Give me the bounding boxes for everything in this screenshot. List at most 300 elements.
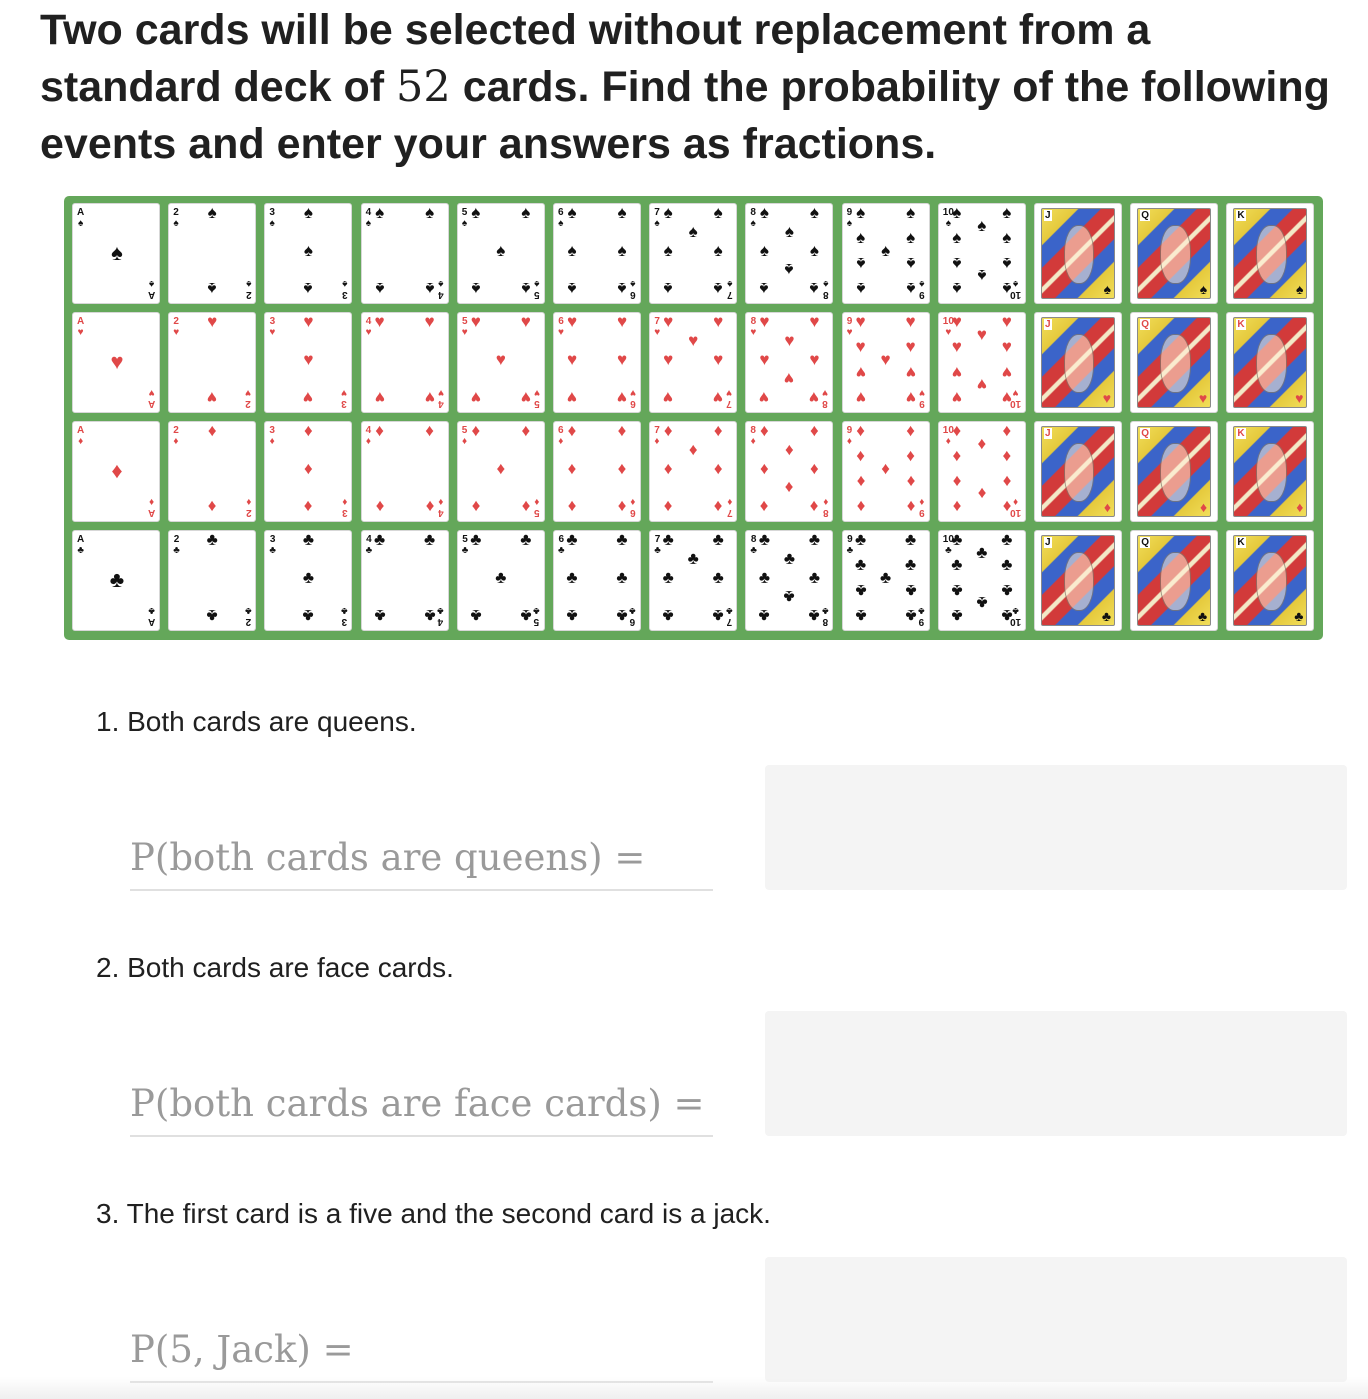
- clubs-icon: ♣: [905, 606, 917, 625]
- card-corner-index: 3 ♣: [269, 534, 276, 556]
- card-7-diamonds: [649, 421, 737, 522]
- diamonds-icon: ♦: [906, 471, 915, 491]
- hearts-icon: ♥: [663, 312, 674, 331]
- card-J-spades: [1034, 203, 1122, 304]
- hearts-icon: ♥: [809, 312, 820, 331]
- hearts-icon: ♥: [663, 350, 674, 369]
- card-corner-index: 5 ♣: [461, 534, 469, 556]
- card-corner-index: 9 ♠: [846, 207, 853, 229]
- spades-icon: ♠: [663, 203, 673, 222]
- card-corner-index: A ♥: [77, 316, 85, 338]
- card-rank: K: [1237, 210, 1245, 221]
- card-K-clubs: [1226, 530, 1314, 631]
- hearts-icon: ♥: [1295, 390, 1304, 406]
- hearts-icon: ♥: [470, 312, 481, 331]
- card-6-hearts: [553, 312, 641, 413]
- clubs-icon: ♣: [374, 530, 386, 549]
- hearts-icon: ♥: [951, 312, 962, 331]
- clubs-icon: ♣: [1001, 530, 1013, 549]
- spades-icon: ♠: [617, 279, 627, 298]
- clubs-icon: ♣: [566, 568, 578, 587]
- clubs-icon: ♣: [855, 555, 867, 575]
- hearts-icon: ♥: [1001, 388, 1012, 407]
- diamonds-icon: ♦: [567, 421, 577, 440]
- card-corner-index: 3 ♥: [269, 316, 276, 338]
- spades-icon: ♠: [784, 222, 794, 241]
- card-corner-index: 2 ♠: [245, 278, 252, 300]
- card-corner-index: A ♦: [147, 496, 155, 518]
- card-corner-index: 5 ♥: [533, 387, 540, 409]
- card-corner-index: 2 ♥: [245, 387, 252, 409]
- diamonds-icon: ♦: [856, 497, 865, 516]
- card-corner-index: 4 ♥: [437, 387, 444, 409]
- card-Q-clubs: [1130, 530, 1218, 631]
- card-K-spades: [1226, 203, 1314, 304]
- card-corner-index: 4 ♥: [365, 316, 372, 338]
- hearts-icon: ♥: [905, 388, 916, 407]
- face-card-art: [1233, 535, 1307, 626]
- card-2-spades: [168, 203, 256, 304]
- spades-icon: ♠: [663, 241, 673, 260]
- spades-icon: ♠: [809, 203, 819, 222]
- spades-icon: ♠: [303, 279, 313, 298]
- card-3-hearts: [264, 312, 352, 413]
- card-corner-index: 7 ♥: [726, 387, 733, 409]
- diamonds-icon: ♦: [567, 497, 577, 516]
- card-corner-index: 9 ♣: [846, 534, 854, 556]
- card-corner-index: 4 ♣: [365, 534, 373, 556]
- clubs-icon: ♣: [1198, 608, 1208, 624]
- diamonds-icon: ♦: [521, 421, 531, 440]
- card-corner-index: 3 ♥: [341, 387, 348, 409]
- spades-icon: ♠: [1002, 228, 1012, 248]
- clubs-icon: ♣: [470, 606, 482, 625]
- card-corner-index: 10 ♠: [942, 207, 954, 229]
- face-card-art: [1041, 208, 1115, 299]
- hearts-icon: ♥: [809, 350, 820, 369]
- card-corner-index: A ♣: [147, 605, 155, 627]
- spades-icon: ♠: [906, 203, 916, 222]
- spades-icon: ♠: [471, 279, 481, 298]
- diamonds-icon: ♦: [471, 497, 481, 516]
- card-corner-index: 7 ♦: [654, 425, 660, 447]
- diamonds-icon: ♦: [785, 478, 794, 497]
- card-corner-index: 5 ♣: [533, 605, 540, 627]
- part-2-label: 2. Both cards are face cards.: [96, 952, 454, 983]
- diamonds-icon: ♦: [1002, 421, 1012, 440]
- diamonds-icon: ♦: [906, 421, 915, 440]
- clubs-icon: ♣: [616, 606, 628, 625]
- card-corner-index: 9 ♦: [919, 496, 925, 518]
- clubs-icon: ♣: [566, 530, 578, 549]
- diamonds-icon: ♦: [810, 459, 819, 478]
- diamonds-icon: ♦: [952, 497, 962, 516]
- spades-icon: ♠: [952, 228, 962, 248]
- diamonds-icon: ♦: [1103, 499, 1111, 515]
- part-1-expression: P(both cards are queens) =: [130, 836, 713, 891]
- clubs-icon: ♣: [758, 530, 770, 549]
- diamonds-icon: ♦: [1002, 446, 1012, 466]
- card-corner-index: A ♠: [77, 207, 85, 229]
- card-9-clubs: [842, 530, 930, 631]
- card-corner-index: 6 ♦: [630, 496, 636, 518]
- card-corner-index: 5 ♦: [534, 496, 540, 518]
- hearts-icon: ♥: [951, 337, 962, 357]
- spades-icon: ♠: [856, 203, 866, 222]
- clubs-icon: ♣: [855, 580, 867, 600]
- spades-icon: ♠: [759, 241, 769, 260]
- spades-icon: ♠: [906, 253, 916, 273]
- card-corner-index: 3 ♠: [341, 278, 348, 300]
- card-deck-image: [64, 196, 1323, 640]
- clubs-icon: ♣: [951, 555, 963, 575]
- hearts-icon: ♥: [855, 337, 866, 357]
- card-8-clubs: [745, 530, 833, 631]
- card-corner-index: 9 ♥: [918, 387, 925, 409]
- spades-icon: ♠: [784, 260, 794, 279]
- card-corner-index: 2 ♠: [173, 207, 179, 229]
- spades-icon: ♠: [759, 279, 769, 298]
- diamonds-icon: ♦: [1002, 497, 1012, 516]
- spades-icon: ♠: [425, 279, 435, 298]
- card-corner-index: 9 ♦: [846, 425, 853, 447]
- card-2-hearts: [168, 312, 256, 413]
- card-K-diamonds: [1226, 421, 1314, 522]
- hearts-icon: ♥: [759, 388, 770, 407]
- card-5-spades: [457, 203, 545, 304]
- clubs-icon: ♣: [495, 568, 507, 587]
- diamonds-icon: ♦: [617, 497, 627, 516]
- clubs-icon: ♣: [616, 530, 628, 549]
- card-corner-index: 4 ♠: [438, 278, 444, 300]
- diamonds-icon: ♦: [521, 497, 531, 516]
- diamonds-icon: ♦: [375, 497, 384, 516]
- hearts-icon: ♥: [759, 312, 770, 331]
- spades-icon: ♠: [856, 279, 866, 298]
- clubs-icon: ♣: [302, 606, 314, 625]
- card-A-clubs: [72, 530, 160, 631]
- question-text: Two cards will be selected without replacement from a standard deck of 52 cards. Find the probability of the following events and enter your answers as fractions.: [40, 6, 1330, 168]
- diamonds-icon: ♦: [663, 421, 673, 440]
- spades-icon: ♠: [471, 203, 481, 222]
- spades-icon: ♠: [567, 241, 577, 260]
- spades-icon: ♠: [1002, 203, 1012, 222]
- spades-icon: ♠: [759, 203, 769, 222]
- clubs-icon: ♣: [905, 580, 917, 600]
- diamonds-icon: ♦: [567, 459, 577, 478]
- card-corner-index: 6 ♥: [558, 316, 564, 338]
- spades-icon: ♠: [809, 279, 819, 298]
- card-corner-index: A ♣: [77, 534, 85, 556]
- card-corner-index: 4 ♦: [365, 425, 372, 447]
- card-corner-index: 2 ♣: [244, 605, 252, 627]
- card-5-diamonds: [457, 421, 545, 522]
- diamonds-icon: ♦: [617, 421, 627, 440]
- card-6-diamonds: [553, 421, 641, 522]
- card-corner-index: 8 ♥: [822, 387, 829, 409]
- spades-icon: ♠: [906, 228, 916, 248]
- card-10-hearts: [938, 312, 1026, 413]
- clubs-icon: ♣: [951, 580, 963, 600]
- card-rank: K: [1237, 428, 1245, 439]
- clubs-icon: ♣: [520, 606, 532, 625]
- hearts-icon: ♥: [1102, 390, 1111, 406]
- hearts-icon: ♥: [713, 350, 724, 369]
- clubs-icon: ♣: [855, 530, 867, 549]
- part-3-answer-input[interactable]: [765, 1257, 1347, 1382]
- hearts-icon: ♥: [303, 388, 314, 407]
- diamonds-icon: ♦: [304, 421, 313, 440]
- card-corner-index: 2 ♦: [173, 425, 179, 447]
- spades-icon: ♠: [1002, 279, 1012, 298]
- hearts-icon: ♥: [207, 388, 218, 407]
- spades-icon: ♠: [856, 228, 866, 248]
- clubs-icon: ♣: [520, 530, 532, 549]
- hearts-icon: ♥: [809, 388, 820, 407]
- clubs-icon: ♣: [687, 549, 699, 568]
- diamonds-icon: ♦: [111, 458, 123, 483]
- hearts-icon: ♥: [470, 388, 481, 407]
- clubs-icon: ♣: [758, 606, 770, 625]
- diamonds-icon: ♦: [304, 459, 313, 478]
- face-card-art: [1137, 535, 1211, 626]
- spades-icon: ♠: [952, 253, 962, 273]
- hearts-icon: ♥: [855, 362, 866, 382]
- spades-icon: ♠: [856, 253, 866, 273]
- hearts-icon: ♥: [303, 350, 314, 369]
- card-corner-index: 8 ♠: [750, 207, 756, 229]
- card-A-spades: [72, 203, 160, 304]
- card-4-spades: [361, 203, 449, 304]
- clubs-icon: ♣: [808, 568, 820, 587]
- spades-icon: ♠: [521, 279, 531, 298]
- card-9-diamonds: [842, 421, 930, 522]
- card-Q-spades: [1130, 203, 1218, 304]
- card-corner-index: 7 ♥: [654, 316, 661, 338]
- spades-icon: ♠: [952, 279, 962, 298]
- clubs-icon: ♣: [951, 530, 963, 549]
- card-rank: J: [1045, 319, 1051, 330]
- card-corner-index: 7 ♣: [725, 605, 733, 627]
- hearts-icon: ♥: [566, 312, 578, 331]
- clubs-icon: ♣: [712, 568, 724, 587]
- card-corner-index: 6 ♠: [630, 278, 636, 300]
- card-rank: J: [1045, 537, 1051, 548]
- hearts-icon: ♥: [713, 388, 724, 407]
- diamonds-icon: ♦: [760, 459, 769, 478]
- hearts-icon: ♥: [616, 312, 628, 331]
- spades-icon: ♠: [425, 203, 435, 222]
- card-Q-diamonds: [1130, 421, 1218, 522]
- clubs-icon: ♣: [905, 555, 917, 575]
- diamonds-icon: ♦: [977, 433, 987, 453]
- clubs-icon: ♣: [470, 530, 482, 549]
- card-corner-index: 4 ♦: [438, 496, 444, 518]
- card-rank: Q: [1141, 428, 1149, 439]
- diamonds-icon: ♦: [760, 497, 769, 516]
- diamonds-icon: ♦: [856, 471, 865, 491]
- face-card-art: [1233, 208, 1307, 299]
- card-6-spades: [553, 203, 641, 304]
- part-3-expression: P(5, Jack) =: [130, 1328, 713, 1383]
- card-corner-index: 3 ♦: [269, 425, 275, 447]
- clubs-icon: ♣: [1101, 608, 1111, 624]
- diamonds-icon: ♦: [760, 421, 769, 440]
- diamonds-icon: ♦: [713, 497, 723, 516]
- face-card-art: [1041, 317, 1115, 408]
- face-card-art: [1233, 317, 1307, 408]
- diamonds-icon: ♦: [952, 471, 962, 491]
- clubs-icon: ♣: [1294, 608, 1304, 624]
- face-card-art: [1137, 208, 1211, 299]
- spades-icon: ♠: [1002, 253, 1012, 273]
- card-2-diamonds: [168, 421, 256, 522]
- spades-icon: ♠: [617, 241, 627, 260]
- clubs-icon: ♣: [109, 567, 125, 592]
- card-corner-index: 3 ♠: [269, 207, 275, 229]
- diamonds-icon: ♦: [856, 421, 865, 440]
- spades-icon: ♠: [111, 240, 123, 265]
- hearts-icon: ♥: [905, 312, 916, 331]
- diamonds-icon: ♦: [713, 421, 723, 440]
- hearts-icon: ♥: [1001, 362, 1012, 382]
- clubs-icon: ♣: [808, 606, 820, 625]
- hearts-icon: ♥: [374, 312, 385, 331]
- card-corner-index: 8 ♦: [822, 496, 829, 518]
- hearts-icon: ♥: [520, 388, 531, 407]
- face-card-art: [1041, 426, 1115, 517]
- card-3-clubs: [264, 530, 352, 631]
- diamonds-icon: ♦: [496, 459, 506, 478]
- part-2-expression: P(both cards are face cards) =: [130, 1082, 713, 1137]
- card-J-hearts: [1034, 312, 1122, 413]
- spades-icon: ♠: [1295, 281, 1304, 297]
- diamonds-icon: ♦: [906, 497, 915, 516]
- card-corner-index: 10 ♥: [1009, 387, 1021, 409]
- clubs-icon: ♣: [976, 542, 988, 562]
- spades-icon: ♠: [952, 203, 962, 222]
- spades-icon: ♠: [375, 203, 385, 222]
- card-corner-index: 8 ♠: [822, 278, 829, 300]
- diamonds-icon: ♦: [688, 440, 698, 459]
- card-corner-index: 10 ♥: [942, 316, 954, 338]
- spades-icon: ♠: [567, 203, 577, 222]
- spades-icon: ♠: [977, 215, 987, 235]
- card-corner-index: 7 ♦: [726, 496, 733, 518]
- card-corner-index: 5 ♠: [534, 278, 540, 300]
- clubs-icon: ♣: [1001, 555, 1013, 575]
- hearts-icon: ♥: [616, 350, 628, 369]
- clubs-icon: ♣: [976, 593, 988, 613]
- diamonds-icon: ♦: [425, 421, 434, 440]
- card-6-clubs: [553, 530, 641, 631]
- clubs-icon: ♣: [712, 530, 724, 549]
- card-4-diamonds: [361, 421, 449, 522]
- hearts-icon: ♥: [759, 350, 770, 369]
- hearts-icon: ♥: [566, 388, 578, 407]
- face-card-art: [1041, 535, 1115, 626]
- spades-icon: ♠: [809, 241, 819, 260]
- card-9-hearts: [842, 312, 930, 413]
- card-rank: Q: [1141, 319, 1149, 330]
- hearts-icon: ♥: [855, 388, 866, 407]
- diamonds-icon: ♦: [856, 446, 865, 466]
- hearts-icon: ♥: [905, 362, 916, 382]
- spades-icon: ♠: [521, 203, 531, 222]
- clubs-icon: ♣: [566, 606, 578, 625]
- spades-icon: ♠: [617, 203, 627, 222]
- card-3-diamonds: [264, 421, 352, 522]
- clubs-icon: ♣: [662, 606, 674, 625]
- spades-icon: ♠: [1103, 281, 1111, 297]
- card-corner-index: 6 ♣: [629, 605, 636, 627]
- card-corner-index: 9 ♣: [918, 605, 925, 627]
- card-corner-index: 8 ♣: [821, 605, 829, 627]
- card-rank: K: [1237, 319, 1245, 330]
- hearts-icon: ♥: [688, 331, 699, 350]
- card-corner-index: A ♠: [147, 278, 155, 300]
- clubs-icon: ♣: [302, 568, 314, 587]
- clubs-icon: ♣: [951, 606, 963, 625]
- part-3-label: 3. The first card is a five and the second card is a jack.: [96, 1198, 771, 1229]
- card-corner-index: 10 ♣: [942, 534, 954, 556]
- diamonds-icon: ♦: [663, 497, 673, 516]
- card-corner-index: 5 ♥: [461, 316, 468, 338]
- card-K-hearts: [1226, 312, 1314, 413]
- part-2-answer-input[interactable]: [765, 1011, 1347, 1136]
- clubs-icon: ♣: [783, 587, 795, 606]
- diamonds-icon: ♦: [1002, 471, 1012, 491]
- card-corner-index: 8 ♥: [750, 316, 757, 338]
- clubs-icon: ♣: [662, 530, 674, 549]
- face-card-art: [1137, 426, 1211, 517]
- clubs-icon: ♣: [808, 530, 820, 549]
- clubs-icon: ♣: [206, 606, 218, 625]
- spades-icon: ♠: [688, 222, 698, 241]
- card-5-clubs: [457, 530, 545, 631]
- hearts-icon: ♥: [566, 350, 578, 369]
- card-8-diamonds: [745, 421, 833, 522]
- card-corner-index: 10 ♠: [1009, 278, 1021, 300]
- hearts-icon: ♥: [495, 350, 506, 369]
- diamonds-icon: ♦: [375, 421, 384, 440]
- diamonds-icon: ♦: [471, 421, 481, 440]
- card-corner-index: A ♥: [147, 387, 155, 409]
- hearts-icon: ♥: [784, 331, 795, 350]
- clubs-icon: ♣: [424, 530, 436, 549]
- card-corner-index: 7 ♣: [654, 534, 661, 556]
- card-corner-index: 2 ♦: [245, 496, 252, 518]
- diamonds-icon: ♦: [207, 421, 217, 440]
- spades-icon: ♠: [713, 203, 723, 222]
- card-A-hearts: [72, 312, 160, 413]
- clubs-icon: ♣: [712, 606, 724, 625]
- diamonds-icon: ♦: [906, 446, 915, 466]
- spades-icon: ♠: [207, 203, 217, 222]
- hearts-icon: ♥: [663, 388, 674, 407]
- clubs-icon: ♣: [206, 530, 218, 549]
- hearts-icon: ♥: [1001, 312, 1012, 331]
- diamonds-icon: ♦: [713, 459, 723, 478]
- part-1-answer-input[interactable]: [765, 765, 1347, 890]
- card-10-spades: [938, 203, 1026, 304]
- card-7-hearts: [649, 312, 737, 413]
- clubs-icon: ♣: [905, 530, 917, 549]
- card-Q-hearts: [1130, 312, 1218, 413]
- diamonds-icon: ♦: [952, 421, 962, 440]
- hearts-icon: ♥: [951, 388, 962, 407]
- card-rank: Q: [1141, 210, 1149, 221]
